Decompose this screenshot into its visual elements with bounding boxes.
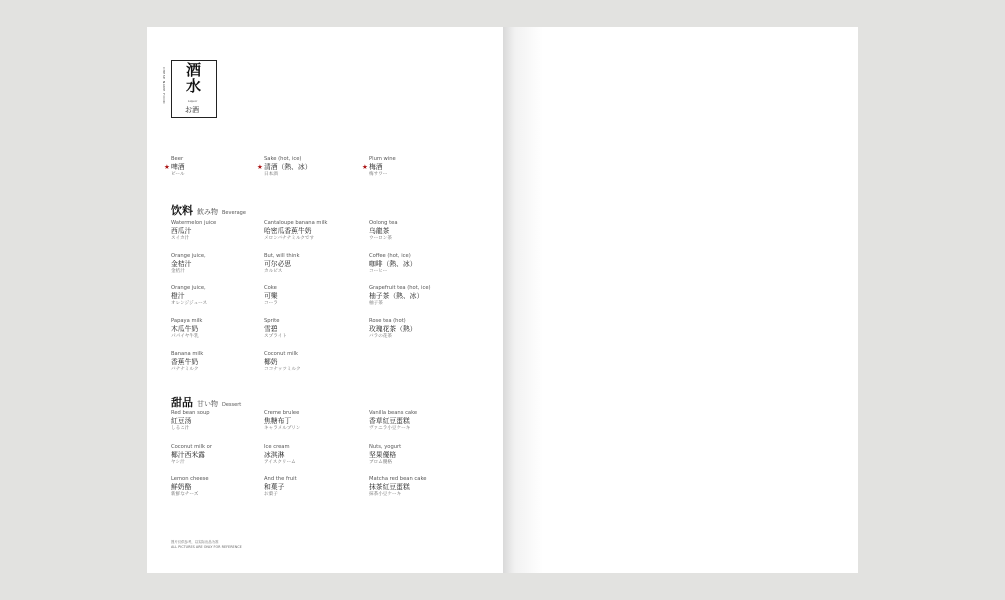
menu-item xyxy=(369,476,426,498)
section-title-cn: 甜品 xyxy=(171,396,193,409)
item-ja: 梅サワー xyxy=(369,172,388,177)
item-en: Plum wine xyxy=(369,156,396,162)
item-cn: 抹茶紅豆蛋糕 xyxy=(369,483,410,491)
footer-note-line: ALL PICTURES ARE ONLY FOR REFERENCE xyxy=(171,545,242,549)
item-cn: 焦糖布丁 xyxy=(264,417,292,425)
item-ja: キャラメルプリン xyxy=(264,426,301,431)
item-en: Grapefruit tea (hot, ice) xyxy=(369,285,431,291)
item-ja: お菓子 xyxy=(264,492,278,497)
menu-item-plum-wine xyxy=(362,156,396,178)
section-title-ja: 飲み物 xyxy=(197,208,218,216)
item-ja: カルピス xyxy=(264,269,283,274)
menu-item xyxy=(264,476,297,498)
logo-char-2: 水 xyxy=(186,77,202,95)
logo-small-text: Liquor xyxy=(188,99,198,103)
menu-item xyxy=(369,318,417,340)
item-ja: バラの花茶 xyxy=(369,334,392,339)
menu-item xyxy=(171,476,209,498)
item-en: Orange juice, xyxy=(171,285,206,291)
item-cn: 紅豆汤 xyxy=(171,417,192,425)
menu-item xyxy=(264,285,278,307)
menu-item xyxy=(264,410,300,432)
section-title-ja: 甘い物 xyxy=(197,400,218,408)
item-en: Rose tea (hot) xyxy=(369,318,406,324)
item-en: Banana milk xyxy=(171,351,204,357)
item-en: Lemon cheese xyxy=(171,476,209,482)
menu-item xyxy=(171,253,206,275)
section-title-en: Dessert xyxy=(222,402,242,408)
item-ja: ブロム優格 xyxy=(369,460,392,465)
item-cn: 香蕉牛奶 xyxy=(171,358,199,366)
menu-item xyxy=(369,253,417,275)
menu-item-beer xyxy=(164,156,185,178)
item-en: Beer xyxy=(171,156,184,162)
item-cn: 可樂 xyxy=(264,292,278,300)
item-ja: 日本酒 xyxy=(264,172,278,177)
section-title-en: Beverage xyxy=(222,210,246,216)
menu-page-left xyxy=(147,27,503,573)
star-icon: ★ xyxy=(362,163,368,171)
item-en: Ice cream xyxy=(264,444,290,450)
item-cn: 柚子茶（熱、冰） xyxy=(369,292,424,300)
item-en: Matcha red bean cake xyxy=(369,476,427,482)
section-logo xyxy=(162,60,217,118)
item-en: Vanilla beans cake xyxy=(369,410,418,416)
item-cn: 橙汁 xyxy=(171,292,185,300)
menu-item xyxy=(171,285,207,307)
logo-japanese: お酒 xyxy=(185,106,199,114)
logo-side-text: CHESE NAME FOOD xyxy=(162,67,166,104)
star-icon: ★ xyxy=(257,163,263,171)
item-ja: メロンバナナミルクです xyxy=(264,236,315,241)
item-cn: 木瓜牛奶 xyxy=(171,325,199,333)
star-icon: ★ xyxy=(164,163,170,171)
item-cn: 西瓜汁 xyxy=(171,227,192,235)
footer-note-line: 图片仅供参考，以实际出品为准 xyxy=(171,540,219,544)
item-en: But, will think xyxy=(264,253,300,259)
item-en: Nuts, yogurt xyxy=(369,444,402,450)
item-en: And the fruit xyxy=(264,476,297,482)
item-en: Coconut milk or xyxy=(171,444,212,450)
menu-item xyxy=(264,253,299,275)
menu-item xyxy=(369,220,398,242)
item-cn: 椰汁西米露 xyxy=(171,451,205,459)
item-en: Sprite xyxy=(264,318,280,324)
item-ja: パパイヤ牛乳 xyxy=(171,334,199,339)
menu-item xyxy=(369,285,431,307)
item-cn: 坚果優格 xyxy=(369,451,397,459)
menu-item xyxy=(369,410,417,432)
menu-item xyxy=(264,351,301,373)
item-ja: ビール xyxy=(171,172,185,177)
item-en: Coke xyxy=(264,285,277,291)
item-ja: 金桔汁 xyxy=(171,269,185,274)
item-cn: 啤酒 xyxy=(171,163,185,171)
footer-note xyxy=(171,540,242,550)
section-title-dessert xyxy=(171,391,241,410)
item-cn: 玫瑰花茶（熱） xyxy=(369,325,417,333)
menu-item xyxy=(264,220,327,242)
item-cn: 椰奶 xyxy=(264,358,278,366)
item-ja: 柚子茶 xyxy=(369,301,383,306)
item-en: Creme brulee xyxy=(264,410,300,416)
item-en: Coconut milk xyxy=(264,351,299,357)
menu-item xyxy=(171,220,216,242)
menu-item xyxy=(171,351,203,373)
item-cn: 金桔汁 xyxy=(171,260,192,268)
item-ja: 抹茶小豆ケーキ xyxy=(369,492,402,497)
section-title-cn: 饮料 xyxy=(171,204,193,217)
item-cn: 乌龍茶 xyxy=(369,227,390,235)
menu-item xyxy=(264,444,296,466)
menu-page-right xyxy=(503,27,858,573)
item-cn: 清酒（熱、冰） xyxy=(264,163,312,171)
item-ja: ヤシ汁 xyxy=(171,460,185,465)
item-en: Sake (hot, ice) xyxy=(264,156,302,162)
item-ja: スプライト xyxy=(264,334,287,339)
item-ja: コーヒー xyxy=(369,269,388,274)
item-ja: バナナミルク xyxy=(171,367,199,372)
menu-item xyxy=(369,444,401,466)
item-ja: ヴァニラ小豆ケーキ xyxy=(369,426,411,431)
item-en: Oolong tea xyxy=(369,220,398,226)
item-ja: スイカ汁 xyxy=(171,236,190,241)
item-en: Coffee (hot, ice) xyxy=(369,253,411,259)
item-en: Red bean soup xyxy=(171,410,210,416)
item-en: Cantaloupe banana milk xyxy=(264,220,328,226)
section-title-beverage xyxy=(171,199,246,218)
item-en: Watermelon juice xyxy=(171,220,217,226)
item-ja: ココナッツミルク xyxy=(264,367,301,372)
item-cn: 和菓子 xyxy=(264,483,285,491)
menu-item xyxy=(264,318,287,340)
logo-char-1: 酒 xyxy=(186,61,202,79)
item-cn: 梅酒 xyxy=(369,163,383,171)
item-cn: 冰淇淋 xyxy=(264,451,285,459)
item-cn: 可尔必思 xyxy=(264,260,292,268)
item-cn: 香草紅豆蛋糕 xyxy=(369,417,410,425)
item-cn: 鮮奶酪 xyxy=(171,483,192,491)
item-ja: しるこ汁 xyxy=(171,426,190,431)
menu-item xyxy=(171,444,212,466)
item-ja: オレンジジュース xyxy=(171,301,208,306)
item-cn: 雪碧 xyxy=(264,325,278,333)
menu-item xyxy=(171,410,210,432)
item-ja: ウーロン茶 xyxy=(369,236,392,241)
item-cn: 哈密瓜香蕉牛奶 xyxy=(264,227,312,235)
item-ja: 新鮮なチーズ xyxy=(171,492,199,497)
menu-item xyxy=(171,318,202,340)
item-en: Orange juice, xyxy=(171,253,206,259)
menu-item-sake xyxy=(257,156,312,178)
item-ja: アイスクリーム xyxy=(264,460,296,465)
item-cn: 咖啡（熱、冰） xyxy=(369,260,417,268)
item-ja: コーラ xyxy=(264,301,278,306)
item-en: Papaya milk xyxy=(171,318,203,324)
